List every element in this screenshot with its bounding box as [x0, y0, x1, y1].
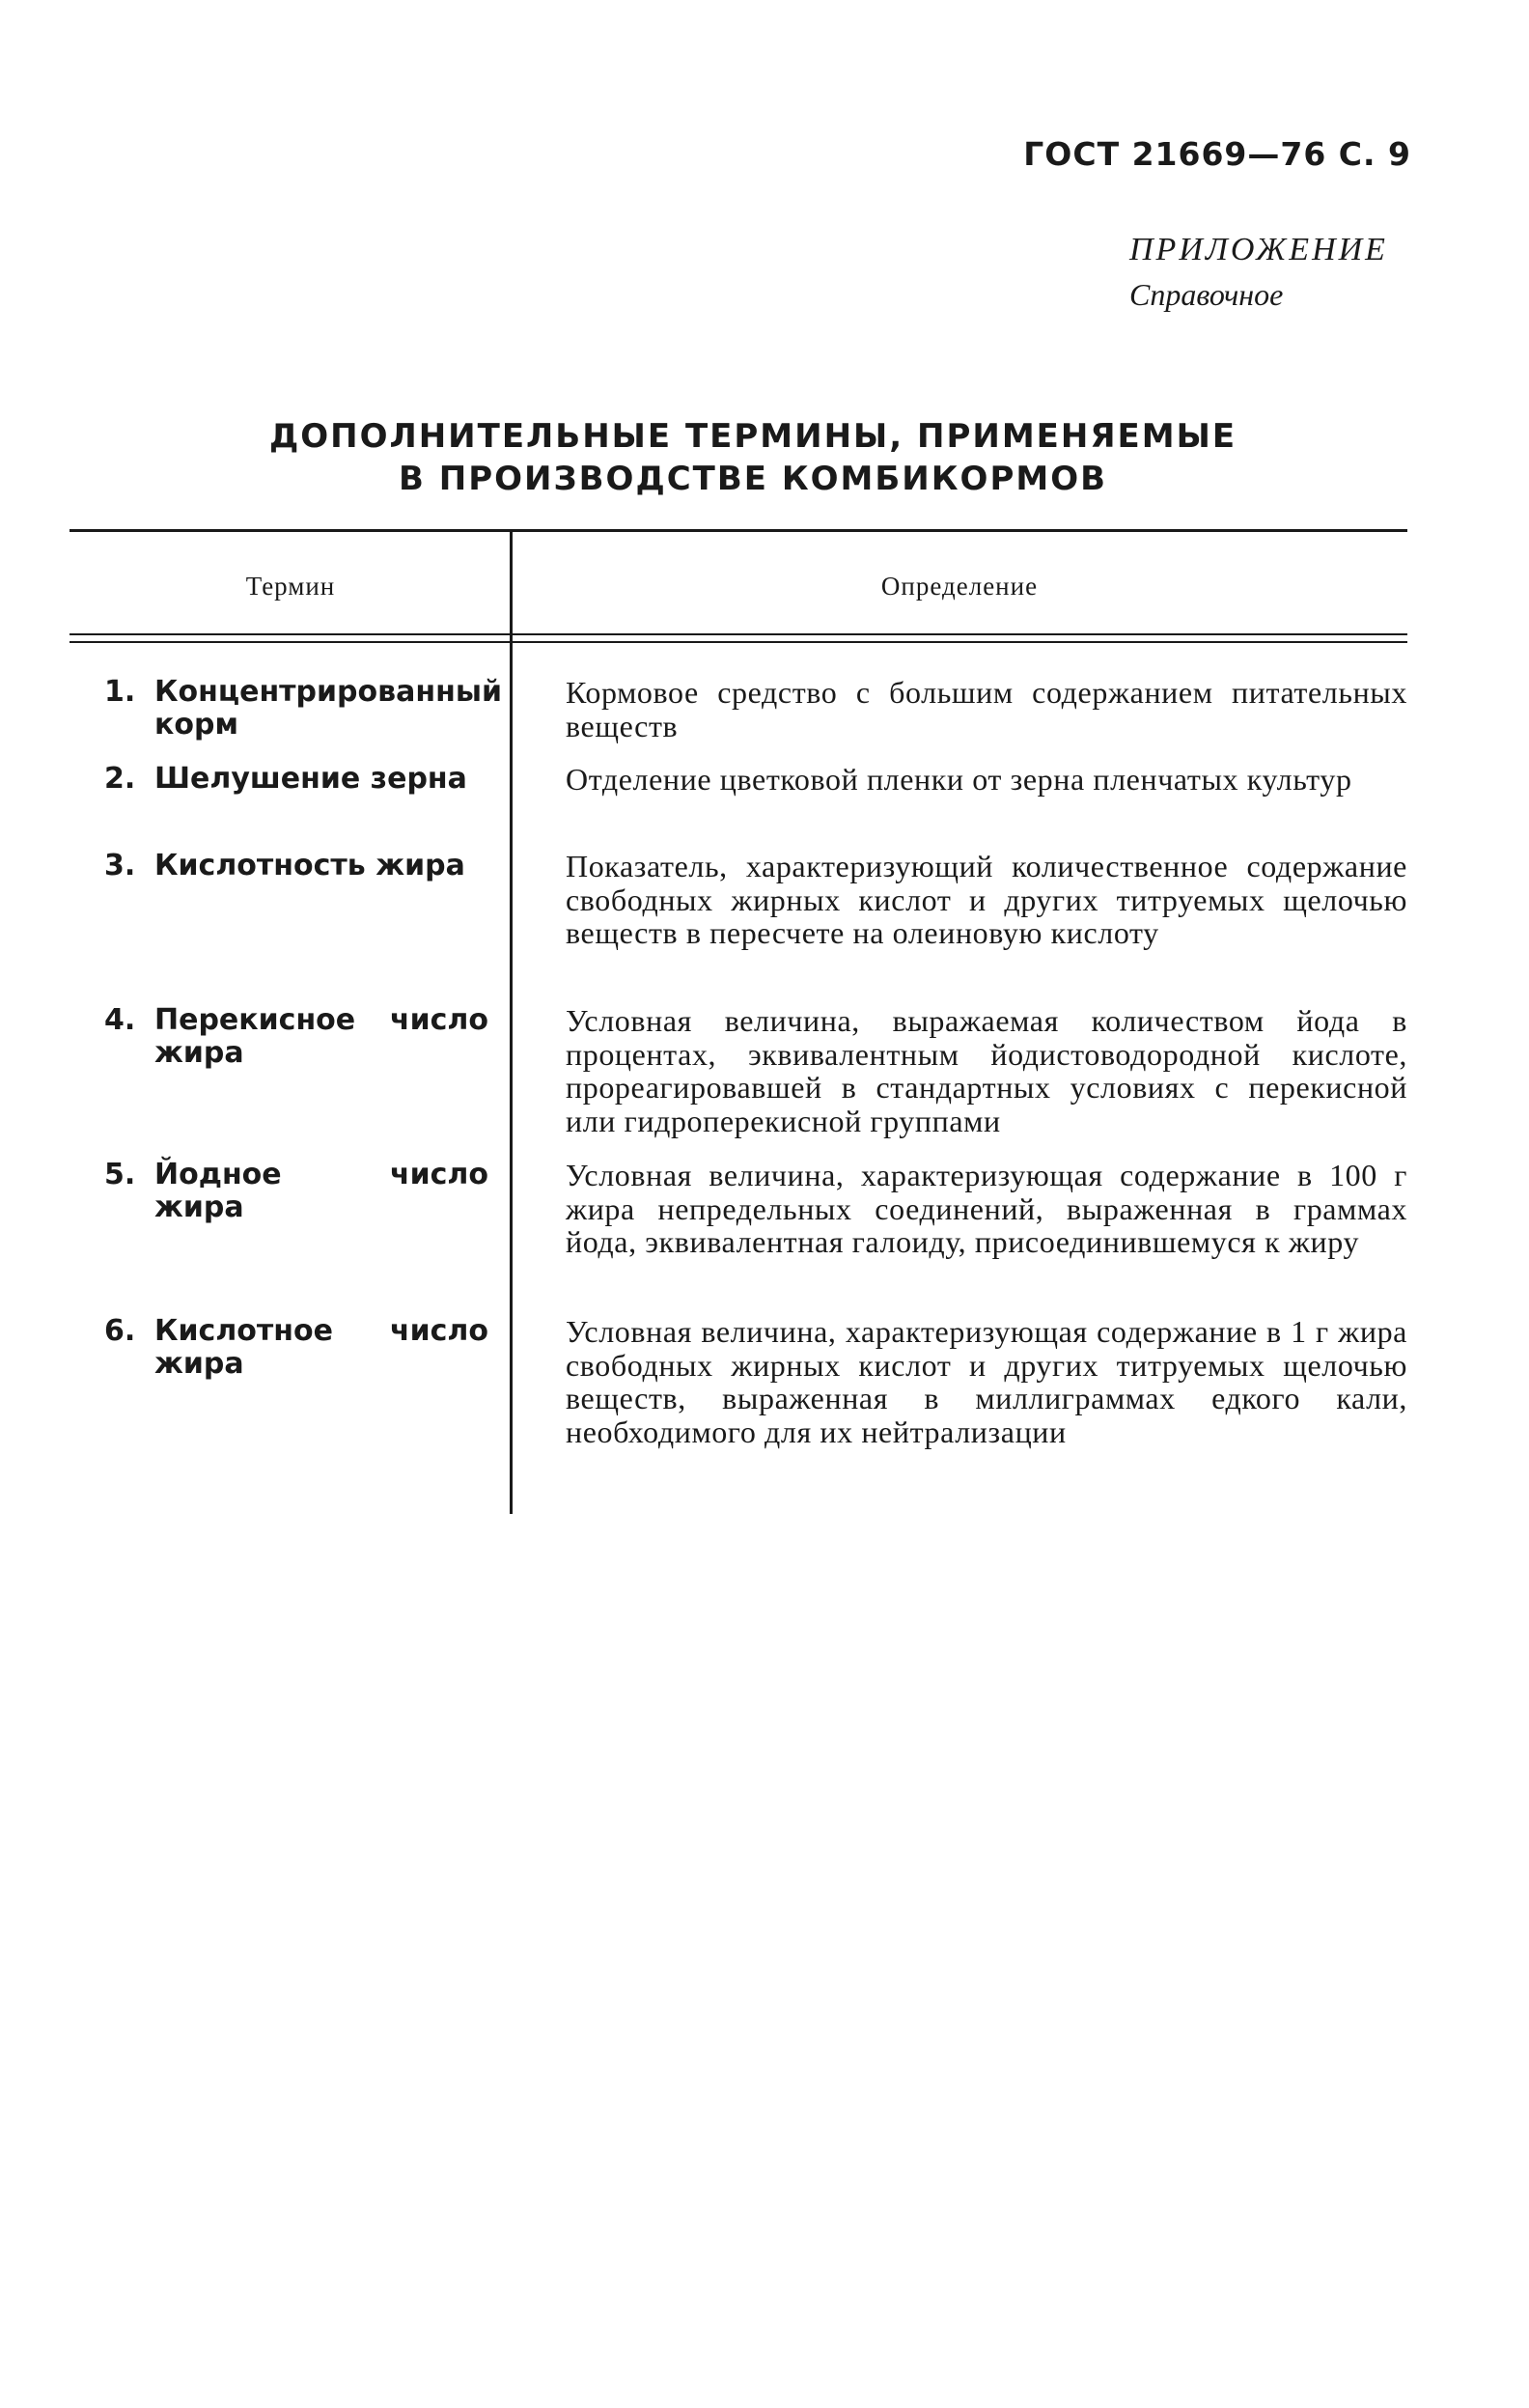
- term-text: Кислотность жира: [154, 849, 465, 882]
- header-term: Термин: [245, 572, 336, 601]
- appendix-label: ПРИЛОЖЕНИЕ: [1129, 232, 1388, 267]
- term-number: 3.: [104, 849, 136, 882]
- definition-text: Отделение цветковой пленки от зерна пленчатых культур: [566, 762, 1352, 797]
- term-cell: [104, 1159, 488, 1224]
- term-number: 4.: [104, 1003, 136, 1037]
- table-top-rule: [70, 529, 1407, 532]
- term-cell: [104, 850, 488, 882]
- document-title-line-1: ДОПОЛНИТЕЛЬНЫЕ ТЕРМИНЫ, ПРИМЕНЯЕМЫЕ: [268, 417, 1237, 456]
- document-title: [174, 415, 1332, 500]
- term-text: Йодное число жира: [154, 1158, 488, 1224]
- definition-text: Условная величина, характеризующая содержание в 100 г жира непредельных соединений, выраженная в граммах йода, эквивалентная галоиду, присоединившемуся к жиру: [566, 1158, 1407, 1259]
- term-text: Концентрированный корм: [154, 675, 502, 742]
- term-cell: [104, 763, 488, 796]
- term-number: 1.: [104, 675, 136, 709]
- header-bottom-rule-2: [70, 641, 1407, 643]
- term-text: Кислотное число жира: [154, 1314, 488, 1381]
- term-cell: [104, 1004, 488, 1070]
- definition-text: Условная величина, выражаемая количеством йода в процентах, эквивалентным йодистоводородной кислоте, прореагировавшей в стандартных условиях с перекисной или гидроперекисной группами: [566, 1003, 1407, 1138]
- term-number: 5.: [104, 1158, 136, 1191]
- term-number: 2.: [104, 762, 136, 796]
- term-number: 6.: [104, 1314, 136, 1348]
- header-bottom-rule-1: [70, 633, 1407, 635]
- appendix-type: Справочное: [1129, 277, 1284, 312]
- term-text: Шелушение зерна: [154, 762, 467, 796]
- term-cell: [104, 675, 502, 742]
- definition-text: Условная величина, характеризующая содержание в 1 г жира свободных жирных кислот и других титруемых щелочью веществ, выраженная в миллиграммах едкого кали, необходимого для их нейтрализации: [566, 1314, 1407, 1449]
- definition-text: Показатель, характеризующий количественное содержание свободных жирных кислот и других титруемых щелочью веществ в пересчете на олеиновую кислоту: [566, 849, 1407, 950]
- appendix-block: [1129, 228, 1388, 317]
- term-cell: [104, 1315, 488, 1381]
- document-title-line-2: В ПРОИЗВОДСТВЕ КОМБИКОРМОВ: [398, 460, 1108, 498]
- definition-text: Кормовое средство с большим содержанием питательных веществ: [566, 675, 1407, 743]
- header-definition: Определение: [880, 572, 1039, 601]
- table-column-divider: [510, 529, 513, 1514]
- term-text: Перекисное число жира: [154, 1003, 488, 1070]
- page-header-standard: ГОСТ 21669—76 С. 9: [1023, 135, 1411, 173]
